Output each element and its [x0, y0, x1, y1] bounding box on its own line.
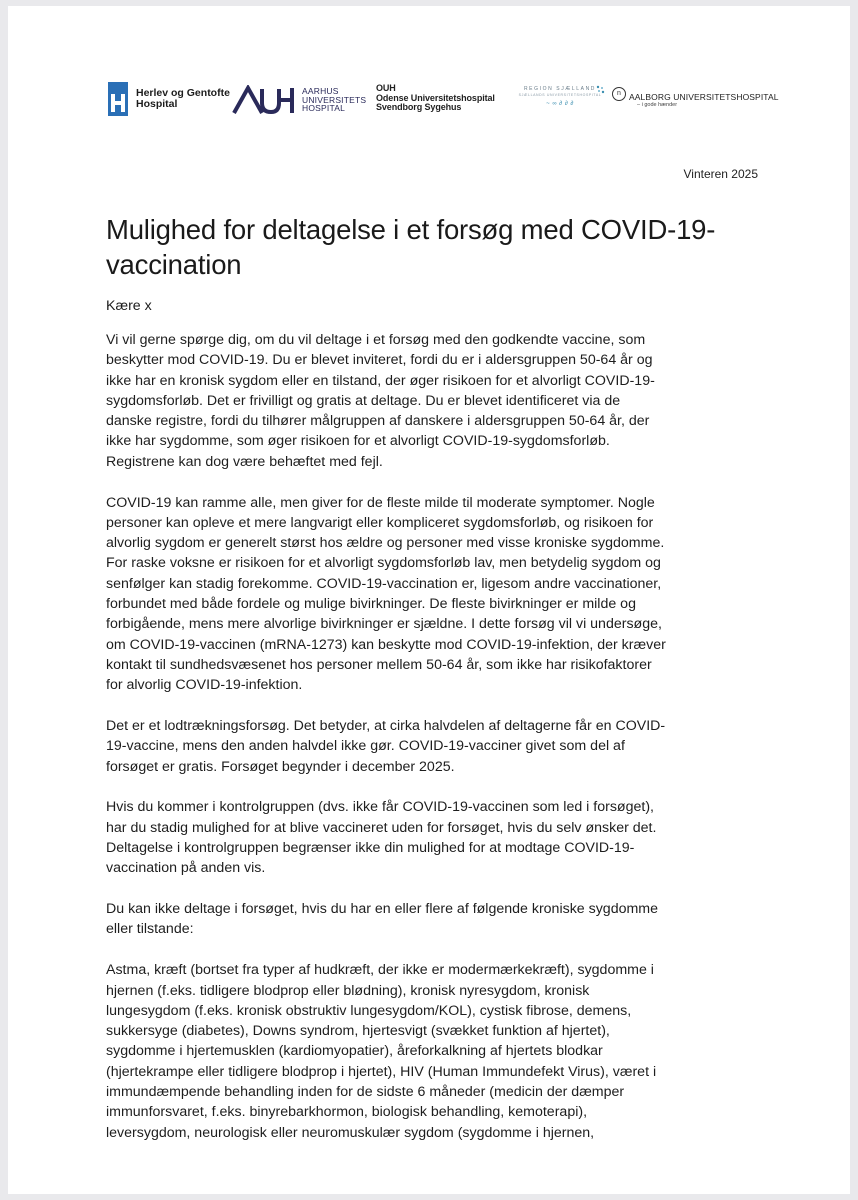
- region-h-logo-icon: [108, 82, 128, 116]
- auh-mark-icon: [232, 85, 296, 115]
- aarhus-university-hospital-logo: [232, 82, 366, 118]
- sjaelland-name: REGION SJÆLLAND: [523, 86, 597, 92]
- paragraph-invitation: Vi vil gerne spørge dig, om du vil deltage i et forsøg med den godkendte vaccine, som beskytter mod COVID-19. Du er blevet inviteret, fordi du er i aldersgruppen 50-64 år og ikke har en kronisk sygdom eller en tilstand, der øger risikoen for et alvorligt COVID-19-sygdomsforløb. Det er frivilligt og gratis at deltage. Du er blevet identificeret via de danske registre, fordi du tilhører målgruppen af danskere i aldersgruppen 50-64 år, der ikke har sygdomme, som øger risikoen for et alvorligt COVID-19-sygdomsforløb. Registrene kan dog være behæftet med fejl.: [106, 332, 655, 470]
- ouh-svendborg: Svendborg Sygehus: [376, 102, 462, 112]
- ouh-abbrev: OUH: [376, 83, 396, 93]
- h-letter-icon: [111, 94, 125, 112]
- sjaelland-sub: SJÆLLANDS UNIVERSITETSHOSPITAL: [518, 93, 602, 97]
- ouh-logo: [376, 84, 495, 113]
- aarhus-name-line1: AARHUS: [302, 86, 339, 97]
- paragraph-control-group: Hvis du kommer i kontrolgruppen (dvs. ikke får COVID-19-vaccinen som led i forsøget), har du stadig mulighed for at blive vaccineret uden for forsøget, hvis du selv ønsker det. Deltagelse i kontrolgruppen begrænser ikke din mulighed for at modtage COVID-19-vaccination på anden vis.: [106, 799, 657, 877]
- document-title: Mulighed for deltagelse i et forsøg med COVID-19-vaccination: [106, 214, 716, 280]
- sjaelland-signature: ~ ∞ ∂ ∂ ∂: [546, 101, 574, 107]
- paragraph-exclusion-intro: Du kan ikke deltage i forsøget, hvis du har en eller flere af følgende kroniske sygdomme eller tilstande:: [106, 901, 659, 938]
- aarhus-name-line3: HOSPITAL: [302, 103, 346, 114]
- aalborg-university-hospital-logo: [612, 80, 779, 108]
- document-page: [8, 6, 850, 1194]
- paragraph-covid-background: COVID-19 kan ramme alle, men giver for de fleste milde til moderate symptomer. Nogle personer kan opleve et mere langvarigt eller kompliceret sygdomsforløb, og risikoen for alvorlig sygdom er generelt størst hos ældre og personer med visse kroniske sygdomme. For raske voksne er risikoen for et alvorligt sygdomsforløb lav, men betydelig sygdom og senfølger kan stadig forekomme. COVID-19-vaccination er, ligesom andre vaccinationer, forbundet med både fordele og mulige bivirkninger. De fleste bivirkninger er milde og forbigående, mens mere alvorlige bivirkninger er sjældne. I dette forsøg vil vi undersøge, om COVID-19-vaccinen (mRNA-1273) kan beskytte mod COVID-19-infektion, der kræver kontakt til sundhedsvæsenet hos personer mellem 50-64 år, som ikke har risikofaktorer for alvorlig COVID-19-infektion.: [106, 494, 666, 694]
- letter-date: Vinteren 2025: [683, 167, 758, 181]
- paragraph-randomization: Det er et lodtrækningsforsøg. Det betyder, at cirka halvdelen af deltagerne får en COVID-19-vaccine, mens den anden halvdel ikke gør. COVID-19-vacciner givet som del af forsøget er gratis. Forsøget begynder i december 2025.: [106, 718, 666, 775]
- paragraph-exclusion-list: Astma, kræft (bortset fra typer af hudkræft, der ikke er modermærkekræft), sygdomme i hjernen (f.eks. tidligere blodprop eller blødning), kronisk nyresygdom, kronisk lungesygdom (f.eks. kronisk obstruktiv lungesygdom/KOL), cystisk fibrose, demens, sukkersyge (diabetes), Downs syndrom, hjertesvigt (svækket funktion af hjertet), sygdomme i hjertemusklen (kardiomyopatier), åreforkalkning af hjertets blodkar (hjertekrampe eller tidligere blodprop i hjertet), HIV (Human Immundefekt Virus), været i immundæmpende behandling inden for de sidste 6 måneder (medicin der dæmper immunforsvaret, f.eks. binyrebarkhormon, biologisk behandling, kemoterapi), leversygdom, neurologisk eller neuromuskulær sygdom (sygdomme i hjernen,: [106, 962, 657, 1141]
- region-sjaelland-logo: [510, 86, 610, 107]
- greeting: Kære x: [106, 298, 152, 314]
- ouh-name: Odense Universitetshospital: [376, 92, 495, 103]
- herlev-gentofte-logo: [108, 80, 246, 118]
- letter-body: [106, 330, 666, 1163]
- aalborg-tagline: – i gode hænder: [637, 102, 678, 108]
- herlev-hospital-name: Herlev og Gentofte Hospital: [136, 87, 230, 110]
- sjaelland-dots-icon: [594, 84, 606, 96]
- aarhus-name-line2: UNIVERSITETS: [302, 94, 367, 105]
- aalborg-mark-icon: n: [612, 87, 626, 101]
- aalborg-name: AALBORG UNIVERSITETSHOSPITAL: [629, 92, 779, 102]
- aarhus-hospital-name: [302, 87, 366, 113]
